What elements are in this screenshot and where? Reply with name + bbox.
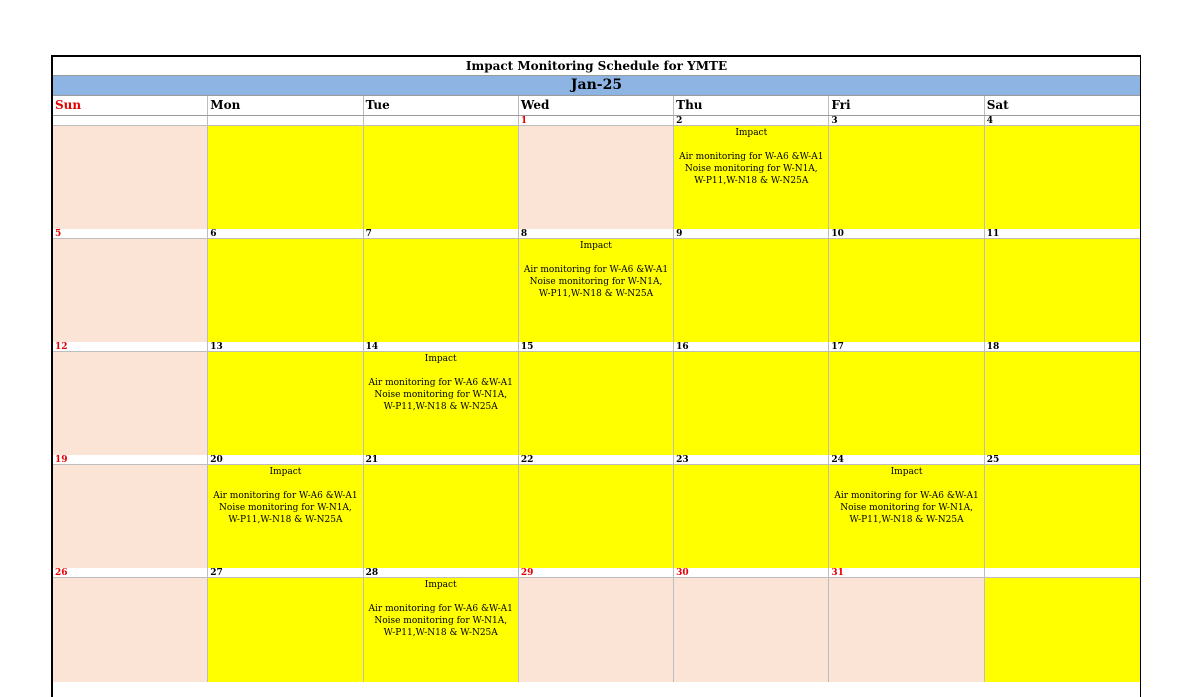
calendar-grid bbox=[53, 116, 1140, 682]
day-number: 18 bbox=[985, 342, 1140, 352]
week-cell-row bbox=[53, 126, 1140, 229]
week-cell-row bbox=[53, 352, 1140, 455]
day-cell bbox=[519, 126, 674, 229]
day-cell bbox=[208, 352, 363, 455]
week-date-row bbox=[53, 568, 1140, 578]
day-number: 29 bbox=[519, 568, 674, 578]
day-cell bbox=[519, 239, 674, 342]
day-number: 24 bbox=[829, 455, 984, 465]
day-cell bbox=[985, 126, 1140, 229]
day-cell bbox=[208, 126, 363, 229]
day-cell bbox=[519, 465, 674, 568]
event-title: Impact bbox=[890, 467, 923, 477]
day-number: 17 bbox=[829, 342, 984, 352]
event-sites-text: W-P11,W-N18 & W-N25A bbox=[849, 515, 964, 525]
event-sites-text: W-P11,W-N18 & W-N25A bbox=[383, 628, 498, 638]
day-number: 7 bbox=[364, 229, 519, 239]
day-number: 13 bbox=[208, 342, 363, 352]
event-sites-text: W-P11,W-N18 & W-N25A bbox=[228, 515, 343, 525]
event-noise-text: Noise monitoring for W-N1A, bbox=[840, 503, 973, 513]
weekday-sat: Sat bbox=[986, 98, 1009, 112]
event-air-text: Air monitoring for W-A6 &W-A1 bbox=[368, 604, 513, 614]
day-number bbox=[53, 116, 208, 126]
day-cell bbox=[53, 578, 208, 682]
week-cell-row bbox=[53, 465, 1140, 568]
day-number: 19 bbox=[53, 455, 208, 465]
day-number: 22 bbox=[519, 455, 674, 465]
weekday-thu: Thu bbox=[674, 96, 829, 115]
day-cell bbox=[829, 239, 984, 342]
event-sites-text: W-P11,W-N18 & W-N25A bbox=[383, 402, 498, 412]
event-air-text: Air monitoring for W-A6 &W-A1 bbox=[368, 378, 513, 388]
month-header: Jan-25 bbox=[53, 76, 1140, 96]
day-cell bbox=[519, 578, 674, 682]
day-number: 28 bbox=[364, 568, 519, 578]
day-cell bbox=[53, 465, 208, 568]
day-cell bbox=[829, 578, 984, 682]
week-cell-row bbox=[53, 239, 1140, 342]
event-sites-text: W-P11,W-N18 & W-N25A bbox=[694, 176, 809, 186]
day-cell bbox=[674, 578, 829, 682]
event-noise-text: Noise monitoring for W-N1A, bbox=[529, 277, 663, 287]
event-air-text: Air monitoring for W-A6 &W-A1 bbox=[679, 152, 824, 162]
day-cell bbox=[519, 352, 674, 455]
day-number: 9 bbox=[674, 229, 829, 239]
day-cell bbox=[364, 352, 519, 455]
week-date-row bbox=[53, 342, 1140, 352]
day-cell bbox=[208, 465, 363, 568]
event-air-text: Air monitoring for W-A6 &W-A1 bbox=[213, 491, 358, 501]
day-number: 16 bbox=[674, 342, 829, 352]
weekday-sun: Sun bbox=[53, 96, 208, 115]
day-number: 4 bbox=[985, 116, 1140, 126]
day-cell bbox=[985, 465, 1140, 568]
day-cell bbox=[53, 352, 208, 455]
event-title: Impact bbox=[269, 467, 302, 477]
event-title: Impact bbox=[580, 241, 612, 251]
day-number: 25 bbox=[985, 455, 1140, 465]
day-cell bbox=[364, 578, 519, 682]
day-cell bbox=[674, 126, 829, 229]
day-cell bbox=[674, 465, 829, 568]
day-cell bbox=[208, 239, 363, 342]
day-cell bbox=[985, 352, 1140, 455]
day-number bbox=[208, 116, 363, 126]
day-number: 5 bbox=[53, 229, 208, 239]
day-number: 15 bbox=[519, 342, 674, 352]
event-title: Impact bbox=[735, 128, 768, 138]
weekday-fri: Fri bbox=[829, 96, 984, 115]
day-number: 11 bbox=[985, 229, 1140, 239]
week-cell-row bbox=[53, 578, 1140, 682]
day-cell bbox=[53, 239, 208, 342]
day-cell bbox=[364, 239, 519, 342]
day-number bbox=[364, 116, 519, 126]
day-cell bbox=[829, 465, 984, 568]
day-number: 26 bbox=[53, 568, 208, 578]
event-title: Impact bbox=[424, 580, 457, 590]
weekday-tue: Tue bbox=[364, 96, 519, 115]
day-number: 27 bbox=[208, 568, 363, 578]
schedule-sheet bbox=[51, 55, 1141, 697]
day-cell bbox=[208, 578, 363, 682]
day-number bbox=[985, 568, 1140, 578]
day-number: 6 bbox=[208, 229, 363, 239]
event-air-text: Air monitoring for W-A6 &W-A1 bbox=[834, 491, 979, 501]
day-cell bbox=[674, 239, 829, 342]
weekday-wed: Wed bbox=[519, 96, 674, 115]
event-noise-text: Noise monitoring for W-N1A, bbox=[219, 503, 352, 513]
week-date-row bbox=[53, 455, 1140, 465]
day-number: 21 bbox=[364, 455, 519, 465]
week-date-row bbox=[53, 229, 1140, 239]
day-cell bbox=[364, 126, 519, 229]
weekday-header-row bbox=[53, 96, 1140, 116]
event-air-text: Air monitoring for W-A6 &W-A1 bbox=[523, 265, 669, 275]
event-noise-text: Noise monitoring for W-N1A, bbox=[684, 164, 818, 174]
event-noise-text: Noise monitoring for W-N1A, bbox=[374, 616, 508, 626]
day-number: 31 bbox=[829, 568, 984, 578]
day-cell bbox=[364, 465, 519, 568]
day-number: 8 bbox=[519, 229, 674, 239]
event-sites-text: W-P11,W-N18 & W-N25A bbox=[538, 289, 654, 299]
day-cell bbox=[829, 126, 984, 229]
event-title: Impact bbox=[424, 354, 457, 364]
day-number: 10 bbox=[829, 229, 984, 239]
day-cell bbox=[53, 126, 208, 229]
day-number: 23 bbox=[674, 455, 829, 465]
weekday-mon: Mon bbox=[208, 96, 363, 115]
day-number: 20 bbox=[208, 455, 363, 465]
day-number: 14 bbox=[364, 342, 519, 352]
day-number: 12 bbox=[53, 342, 208, 352]
day-number: 2 bbox=[674, 116, 829, 126]
schedule-title: Impact Monitoring Schedule for YMTE bbox=[53, 57, 1140, 76]
week-date-row bbox=[53, 116, 1140, 126]
event-noise-text: Noise monitoring for W-N1A, bbox=[374, 390, 508, 400]
day-cell bbox=[829, 352, 984, 455]
day-cell bbox=[985, 239, 1140, 342]
day-number: 30 bbox=[674, 568, 829, 578]
day-cell bbox=[674, 352, 829, 455]
day-cell bbox=[985, 578, 1140, 682]
day-number: 3 bbox=[829, 116, 984, 126]
day-number: 1 bbox=[519, 116, 674, 126]
